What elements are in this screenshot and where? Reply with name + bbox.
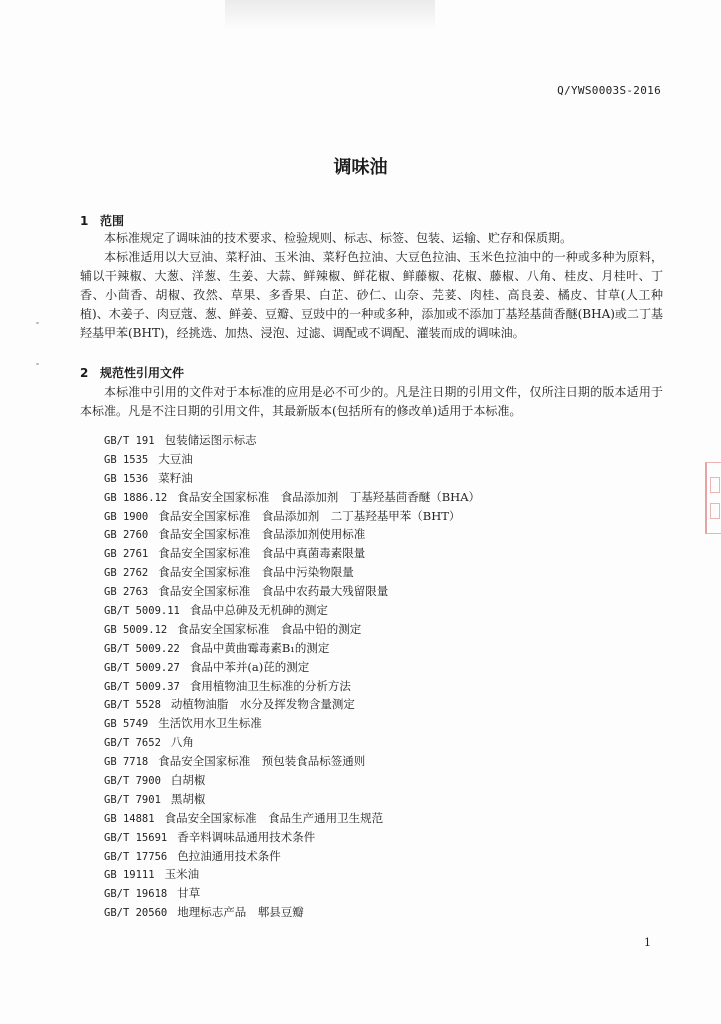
reference-title: 食用植物油卫生标准的分析方法 bbox=[189, 678, 351, 693]
reference-title: 食品中黄曲霉毒素B₁的测定 bbox=[189, 640, 330, 655]
reference-code: GB/T 15691 bbox=[104, 831, 168, 844]
reference-item bbox=[104, 525, 480, 544]
section-1-paragraph-2: 本标准适用以大豆油、菜籽油、玉米油、菜籽色拉油、大豆色拉油、玉米色拉油中的一种或多种为原料，辅以干辣椒、大葱、洋葱、生姜、大蒜、鲜辣椒、鲜花椒、鲜藤椒、花椒、藤椒、八角、桂皮、月桂叶、丁香、小茴香、胡椒、孜然、草果、多香果、白芷、砂仁、山奈、芫荽、肉桂、高良姜、橘皮、甘草(人工种植)、木姜子、肉豆蔻、葱、鲜姜、豆瓣、豆豉中的一种或多种，添加或不添加丁基羟基茴香醚(BHA)或二丁基羟基甲苯(BHT)，经挑选、加热、浸泡、过滤、调配或不调配、灌装而成的调味油。 bbox=[80, 250, 663, 340]
reference-code: GB 1886.12 bbox=[104, 491, 168, 504]
reference-code: GB 1536 bbox=[104, 472, 149, 485]
reference-code: GB 2762 bbox=[104, 567, 149, 580]
reference-code: GB/T 5009.27 bbox=[104, 661, 180, 674]
reference-code: GB 5009.12 bbox=[104, 623, 168, 636]
reference-item bbox=[104, 733, 480, 752]
section-2-heading bbox=[80, 364, 184, 381]
reference-code: GB/T 17756 bbox=[104, 850, 168, 863]
reference-item bbox=[104, 884, 480, 903]
reference-item bbox=[104, 450, 480, 469]
scan-speck bbox=[36, 322, 39, 324]
reference-item bbox=[104, 752, 480, 771]
reference-item bbox=[104, 582, 480, 601]
reference-item bbox=[104, 431, 480, 450]
reference-code: GB 14881 bbox=[104, 812, 155, 825]
reference-item bbox=[104, 809, 480, 828]
scan-artifact-top bbox=[225, 0, 435, 30]
reference-code: GB/T 191 bbox=[104, 435, 155, 447]
reference-title: 食品安全国家标准 食品中污染物限量 bbox=[158, 565, 354, 580]
section-2-paragraph-1: 本标准中引用的文件对于本标准的应用是必不可少的。凡是注日期的引用文件，仅所注日期的版本适用于本标准。凡是不注日期的引用文件，其最新版本(包括所有的修改单)适用于本标准。 bbox=[80, 385, 663, 418]
reference-title: 菜籽油 bbox=[158, 470, 193, 485]
section-title: 规范性引用文件 bbox=[100, 366, 185, 380]
reference-item bbox=[104, 620, 480, 639]
page-number: 1 bbox=[644, 936, 651, 949]
reference-title: 色拉油通用技术条件 bbox=[177, 848, 281, 863]
reference-item bbox=[104, 507, 480, 526]
reference-code: GB 1900 bbox=[104, 510, 149, 523]
reference-code: GB/T 5009.11 bbox=[104, 605, 180, 618]
reference-code: GB 19111 bbox=[104, 869, 155, 882]
reference-code: GB/T 7901 bbox=[104, 793, 161, 806]
reference-item bbox=[104, 488, 480, 507]
reference-item bbox=[104, 658, 480, 677]
reference-code: GB/T 7652 bbox=[104, 737, 161, 750]
reference-title: 生活饮用水卫生标准 bbox=[158, 716, 262, 731]
document-code: Q/YWS0003S-2016 bbox=[557, 84, 661, 97]
reference-title: 食品安全国家标准 食品中农药最大残留限量 bbox=[158, 584, 389, 599]
reference-item bbox=[104, 865, 480, 884]
reference-item bbox=[104, 714, 480, 733]
section-title: 范围 bbox=[100, 214, 125, 228]
reference-item bbox=[104, 601, 480, 620]
reference-title: 黑胡椒 bbox=[170, 791, 206, 806]
reference-code: GB 5749 bbox=[104, 718, 149, 731]
reference-title: 玉米油 bbox=[164, 867, 200, 882]
reference-title: 食品安全国家标准 食品中真菌毒素限量 bbox=[158, 546, 366, 561]
reference-code: GB/T 5009.22 bbox=[104, 642, 180, 655]
reference-item bbox=[104, 639, 480, 658]
reference-title: 食品安全国家标准 食品添加剂 丁基羟基茴香醚（BHA） bbox=[177, 489, 481, 504]
reference-title: 八角 bbox=[170, 735, 194, 750]
reference-title: 食品安全国家标准 预包装食品标签通则 bbox=[158, 754, 366, 769]
reference-code: GB/T 5528 bbox=[104, 699, 161, 712]
document-title: 调味油 bbox=[333, 157, 388, 178]
reference-code: GB/T 19618 bbox=[104, 888, 168, 901]
reference-item bbox=[104, 469, 480, 488]
reference-item bbox=[104, 828, 480, 847]
reference-title: 食品安全国家标准 食品中铅的测定 bbox=[177, 621, 362, 636]
scan-speck bbox=[36, 363, 39, 365]
reference-item bbox=[104, 563, 480, 582]
reference-title: 食品安全国家标准 食品添加剂 二丁基羟基甲苯（BHT） bbox=[158, 508, 461, 523]
reference-code: GB 7718 bbox=[104, 756, 149, 769]
section-number: 2 bbox=[80, 366, 89, 380]
section-1-heading bbox=[80, 212, 124, 229]
reference-item bbox=[104, 544, 480, 563]
reference-item bbox=[104, 677, 480, 696]
reference-title: 包装储运图示标志 bbox=[164, 433, 257, 447]
reference-code: GB 2761 bbox=[104, 548, 149, 561]
section-number: 1 bbox=[80, 214, 89, 228]
reference-title: 食品中总砷及无机砷的测定 bbox=[189, 603, 328, 618]
section-1-paragraph-1: 本标准规定了调味油的技术要求、检验规则、标志、标签、包装、运输、贮存和保质期。 bbox=[104, 231, 573, 245]
reference-code: GB 2763 bbox=[104, 586, 149, 599]
reference-title: 地理标志产品 郫县豆瓣 bbox=[177, 905, 304, 920]
reference-title: 甘草 bbox=[177, 886, 201, 901]
reference-title: 大豆油 bbox=[158, 451, 193, 466]
reference-title: 白胡椒 bbox=[170, 773, 206, 788]
red-seal-edge bbox=[705, 462, 721, 534]
reference-item bbox=[104, 847, 480, 866]
reference-item bbox=[104, 903, 480, 922]
reference-title: 香辛料调味品通用技术条件 bbox=[177, 829, 316, 844]
reference-code: GB 2760 bbox=[104, 529, 149, 542]
reference-item bbox=[104, 790, 480, 809]
reference-item bbox=[104, 695, 480, 714]
reference-list bbox=[104, 431, 480, 922]
reference-code: GB/T 5009.37 bbox=[104, 680, 180, 693]
reference-code: GB/T 7900 bbox=[104, 775, 161, 788]
reference-code: GB/T 20560 bbox=[104, 907, 168, 920]
reference-item bbox=[104, 771, 480, 790]
reference-title: 食品安全国家标准 食品生产通用卫生规范 bbox=[164, 810, 384, 825]
reference-title: 食品安全国家标准 食品添加剂使用标准 bbox=[158, 527, 366, 542]
reference-code: GB 1535 bbox=[104, 453, 149, 466]
reference-title: 动植物油脂 水分及挥发物含量测定 bbox=[170, 697, 355, 712]
reference-title: 食品中苯并(a)芘的测定 bbox=[189, 659, 310, 674]
